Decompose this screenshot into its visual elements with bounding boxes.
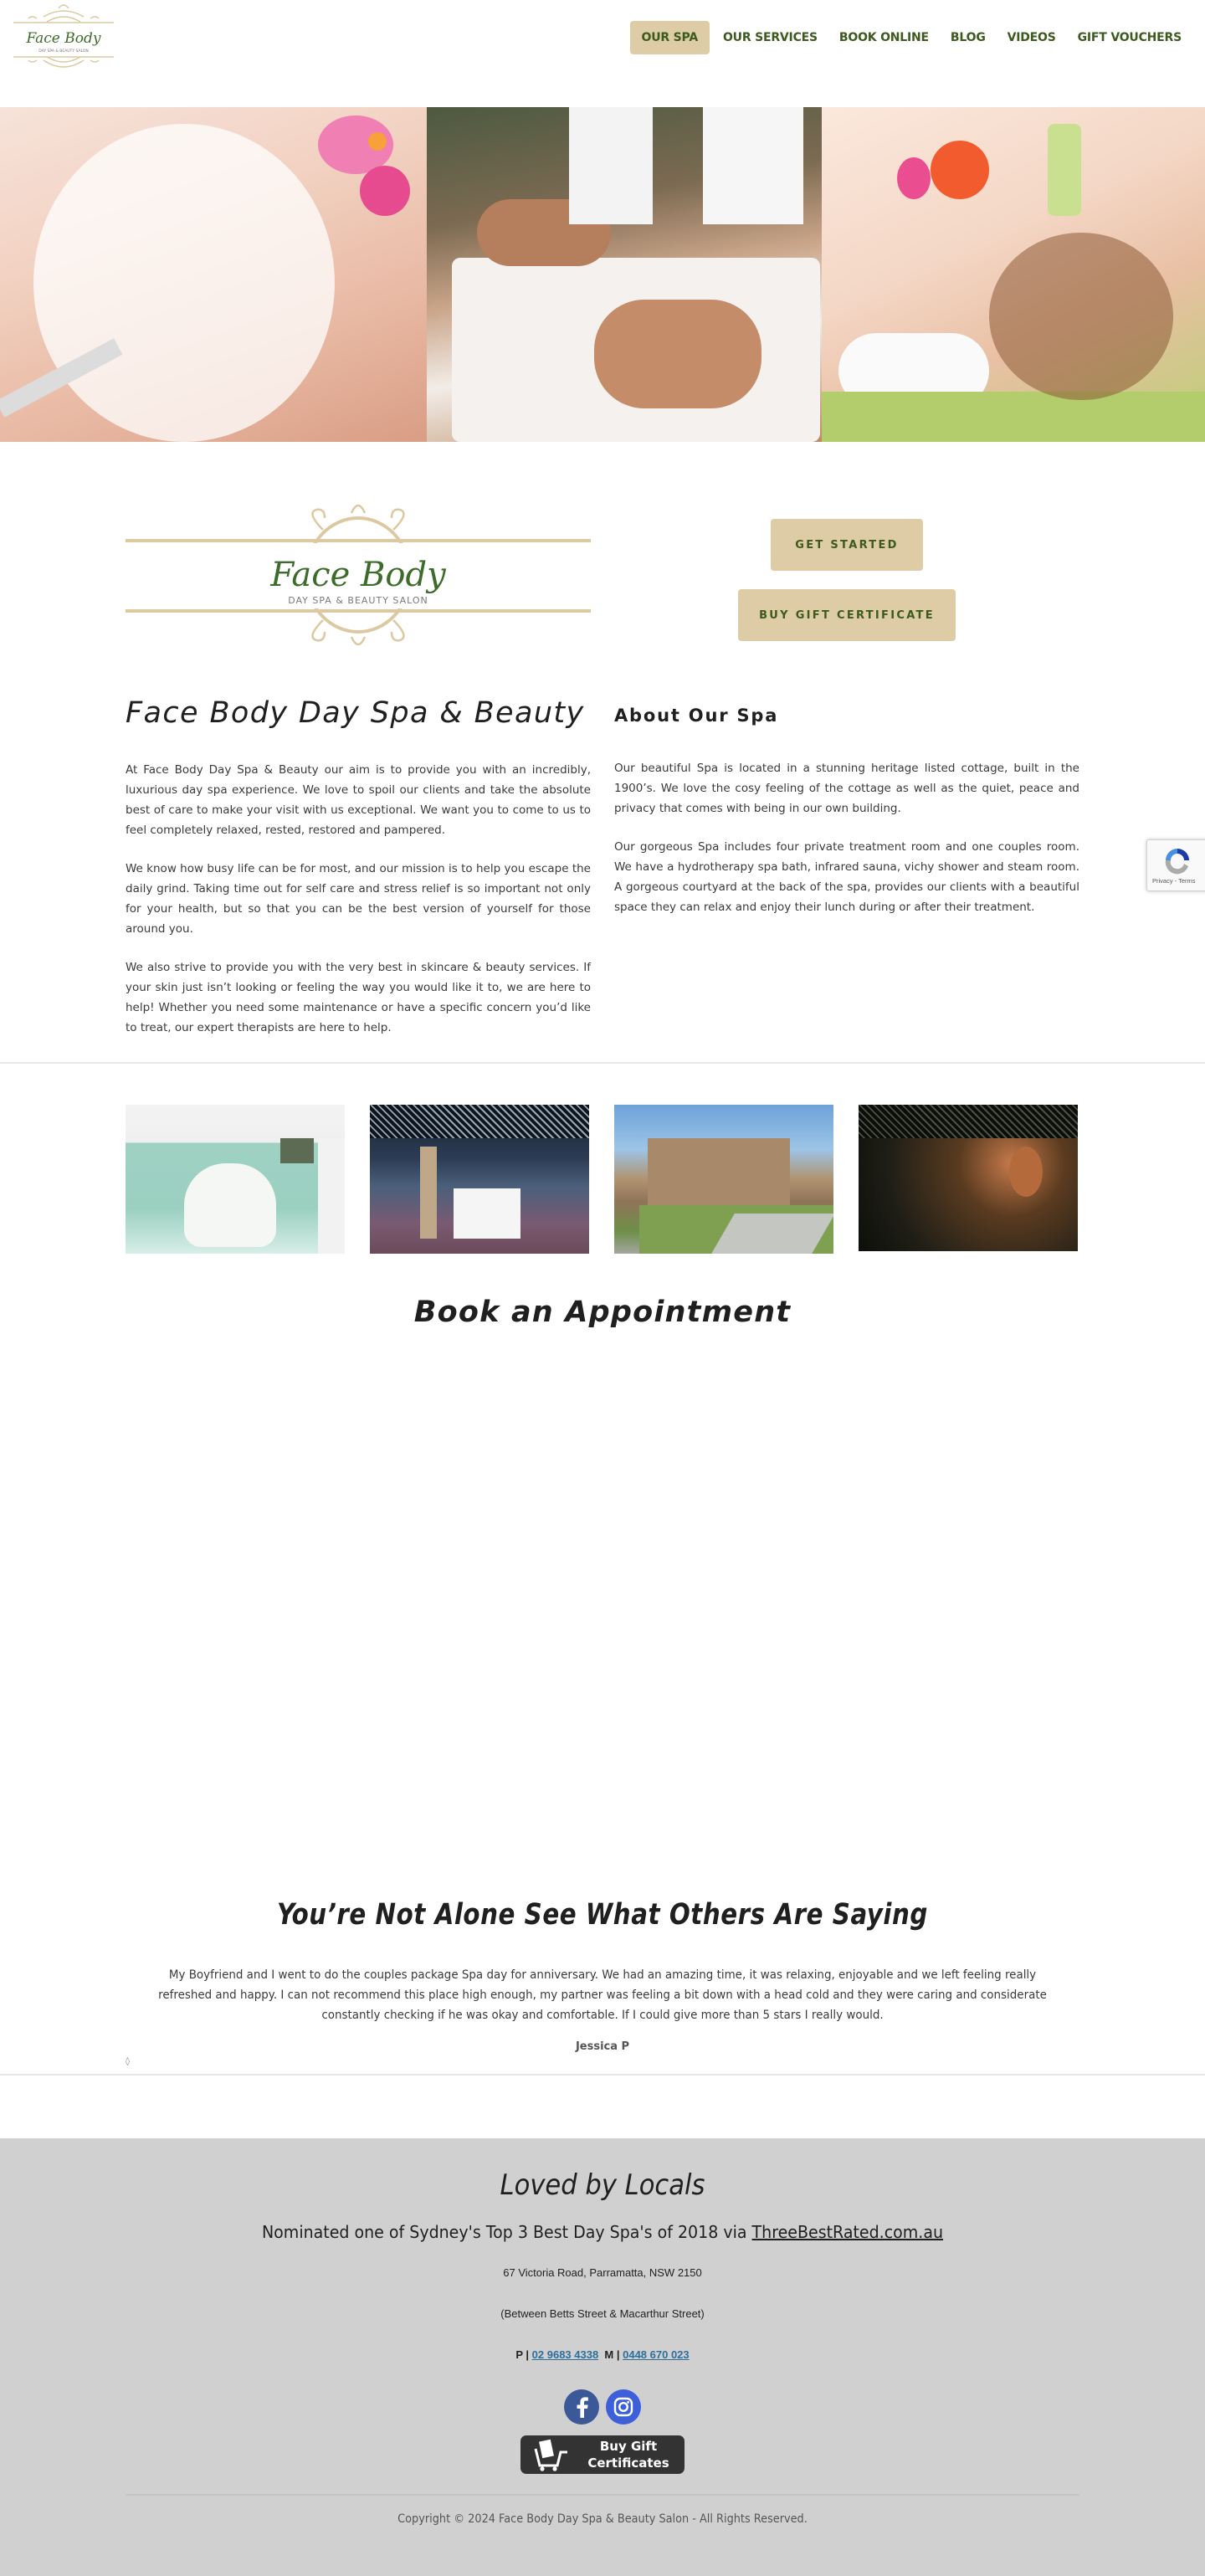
get-started-button[interactable]: GET STARTED: [771, 519, 923, 571]
intro-paragraph: We know how busy life can be for most, and our mission is to help you escape the daily grind. Taking time out for self care and stress relief is so important not only for your health, but so that you can be the best version of yourself for those around you.: [126, 862, 591, 936]
nav-blog[interactable]: BLOG: [950, 31, 986, 44]
recaptcha-icon: [1161, 844, 1194, 877]
gift-badge-label: [574, 2438, 683, 2471]
phone-link[interactable]: 02 9683 4338: [531, 2348, 599, 2361]
recaptcha-badge[interactable]: [1146, 839, 1205, 891]
gallery-image-courtyard-dining[interactable]: [370, 1105, 589, 1254]
nav-book-online[interactable]: BOOK ONLINE: [838, 31, 929, 44]
hero-image-couples-massage: [427, 107, 822, 442]
gallery-image-hydrotherapy[interactable]: [126, 1105, 345, 1254]
intro-paragraph: At Face Body Day Spa & Beauty our aim is to provide you with an incredibly, luxurious day spa experience. We love to spoil our clients and take the absolute best of care to make your visit with us exceptional. We want you to come to us to feel completely relaxed, rested, restored and pampered.: [126, 763, 591, 837]
address-note: (Between Betts Street & Macarthur Street): [500, 2307, 705, 2320]
about-paragraph: Our gorgeous Spa includes four private treatment room and one couples room. We have a hydrotherapy spa bath, infrared sauna, vichy shower and steam room. A gorgeous courtyard at the back of the spa, provides our clients with a beautiful space they can relax and enjoy their lunch during or after their treatment.: [614, 840, 1079, 914]
testimonial-author: Jessica P: [575, 2040, 630, 2053]
mobile-label: M |: [598, 2348, 623, 2361]
gift-badge-line1: Buy Gift: [599, 2439, 658, 2454]
gift-badge-line2: Certificates: [587, 2455, 669, 2471]
nav-our-spa[interactable]: OUR SPA: [630, 21, 710, 54]
site-header: [0, 0, 1205, 107]
shopping-cart-icon: [532, 2437, 571, 2472]
nav-videos[interactable]: VIDEOS: [1007, 31, 1056, 44]
photo-gallery: [126, 1105, 1079, 1254]
nav-gift-vouchers[interactable]: GIFT VOUCHERS: [1077, 31, 1182, 44]
facebook-icon[interactable]: [564, 2389, 599, 2425]
intro-section: [126, 695, 591, 1038]
threebestrated-link[interactable]: ThreeBestRated.com.au: [751, 2222, 944, 2242]
buy-gift-certificate-button[interactable]: BUY GIFT CERTIFICATE: [738, 589, 956, 641]
footer-heading: Loved by Locals: [500, 2168, 705, 2202]
logo[interactable]: [10, 2, 117, 77]
hero-image-facial: [0, 107, 427, 442]
slider-indicator-icon[interactable]: ◊: [126, 2057, 130, 2066]
intro-paragraph: We also strive to provide you with the very best in skincare & beauty services. If your skin just isn’t looking or feeling the way you would like it to, we are here to help! Whether you need some maintenance or have a specific concern you’d like to treat, our expert therapists are here to help.: [126, 961, 591, 1034]
booking-heading: Book an Appointment: [413, 1296, 792, 1329]
brand-logo-large: [126, 498, 591, 653]
section-divider: [0, 2074, 1205, 2076]
page-title: Face Body Day Spa & Beauty: [126, 696, 585, 730]
nomination-text: [30, 2222, 1175, 2242]
site-footer: [0, 2138, 1205, 2576]
mobile-link[interactable]: 0448 670 023: [623, 2348, 690, 2361]
testimonial-quote: My Boyfriend and I went to do the couples package Spa day for anniversary. We had an amazing time, it was relaxing, enjoyable and we left feeling really refreshed and happy. I can not recommend this place high enough, my partner was feeling a bit down with a head cold and they were caring and considerate constantly checking if he was okay and comfortable. If I could give more than 5 stars I really would.: [158, 1968, 1047, 2022]
copyright: Copyright © 2024 Face Body Day Spa & Beauty Salon - All Rights Reserved.: [397, 2512, 808, 2526]
instagram-icon[interactable]: [606, 2389, 641, 2425]
svg-text:Face Body: Face Body: [26, 30, 101, 47]
social-links: [0, 2389, 1205, 2425]
phone-label: P |: [515, 2348, 532, 2361]
gallery-image-cottage-exterior[interactable]: [614, 1105, 833, 1254]
svg-text:Face Body: Face Body: [270, 556, 446, 594]
hero-image-head-massage: [822, 107, 1205, 442]
about-heading: About Our Spa: [614, 706, 779, 726]
section-divider: [0, 1062, 1205, 1064]
contact-phones: [0, 2348, 1205, 2361]
buy-gift-certificates-badge[interactable]: [520, 2435, 685, 2474]
nav-our-services[interactable]: OUR SERVICES: [722, 31, 818, 44]
svg-text:DAY SPA & BEAUTY SALON: DAY SPA & BEAUTY SALON: [38, 49, 89, 54]
testimonials-heading: You’re Not Alone See What Others Are Saying: [277, 1898, 928, 1932]
booking-widget-area: [126, 1347, 1079, 1850]
about-section: [614, 703, 1079, 917]
svg-text:DAY SPA & BEAUTY SALON: DAY SPA & BEAUTY SALON: [288, 595, 428, 606]
nomination-label: Nominated one of Sydney's Top 3 Best Day Spa's of 2018 via: [261, 2222, 752, 2242]
recaptcha-links[interactable]: Privacy - Terms: [1152, 877, 1196, 885]
gallery-image-courtyard-night[interactable]: [859, 1105, 1078, 1251]
about-paragraph: Our beautiful Spa is located in a stunning heritage listed cottage, built in the 1900’s. We love the cosy feeling of the cottage as well as the quiet, peace and privacy that comes with being in our own building.: [614, 762, 1079, 815]
footer-divider: [126, 2494, 1079, 2496]
hero-banner: [0, 107, 1205, 442]
main-nav: [630, 21, 1190, 54]
address: 67 Victoria Road, Parramatta, NSW 2150: [503, 2266, 702, 2279]
